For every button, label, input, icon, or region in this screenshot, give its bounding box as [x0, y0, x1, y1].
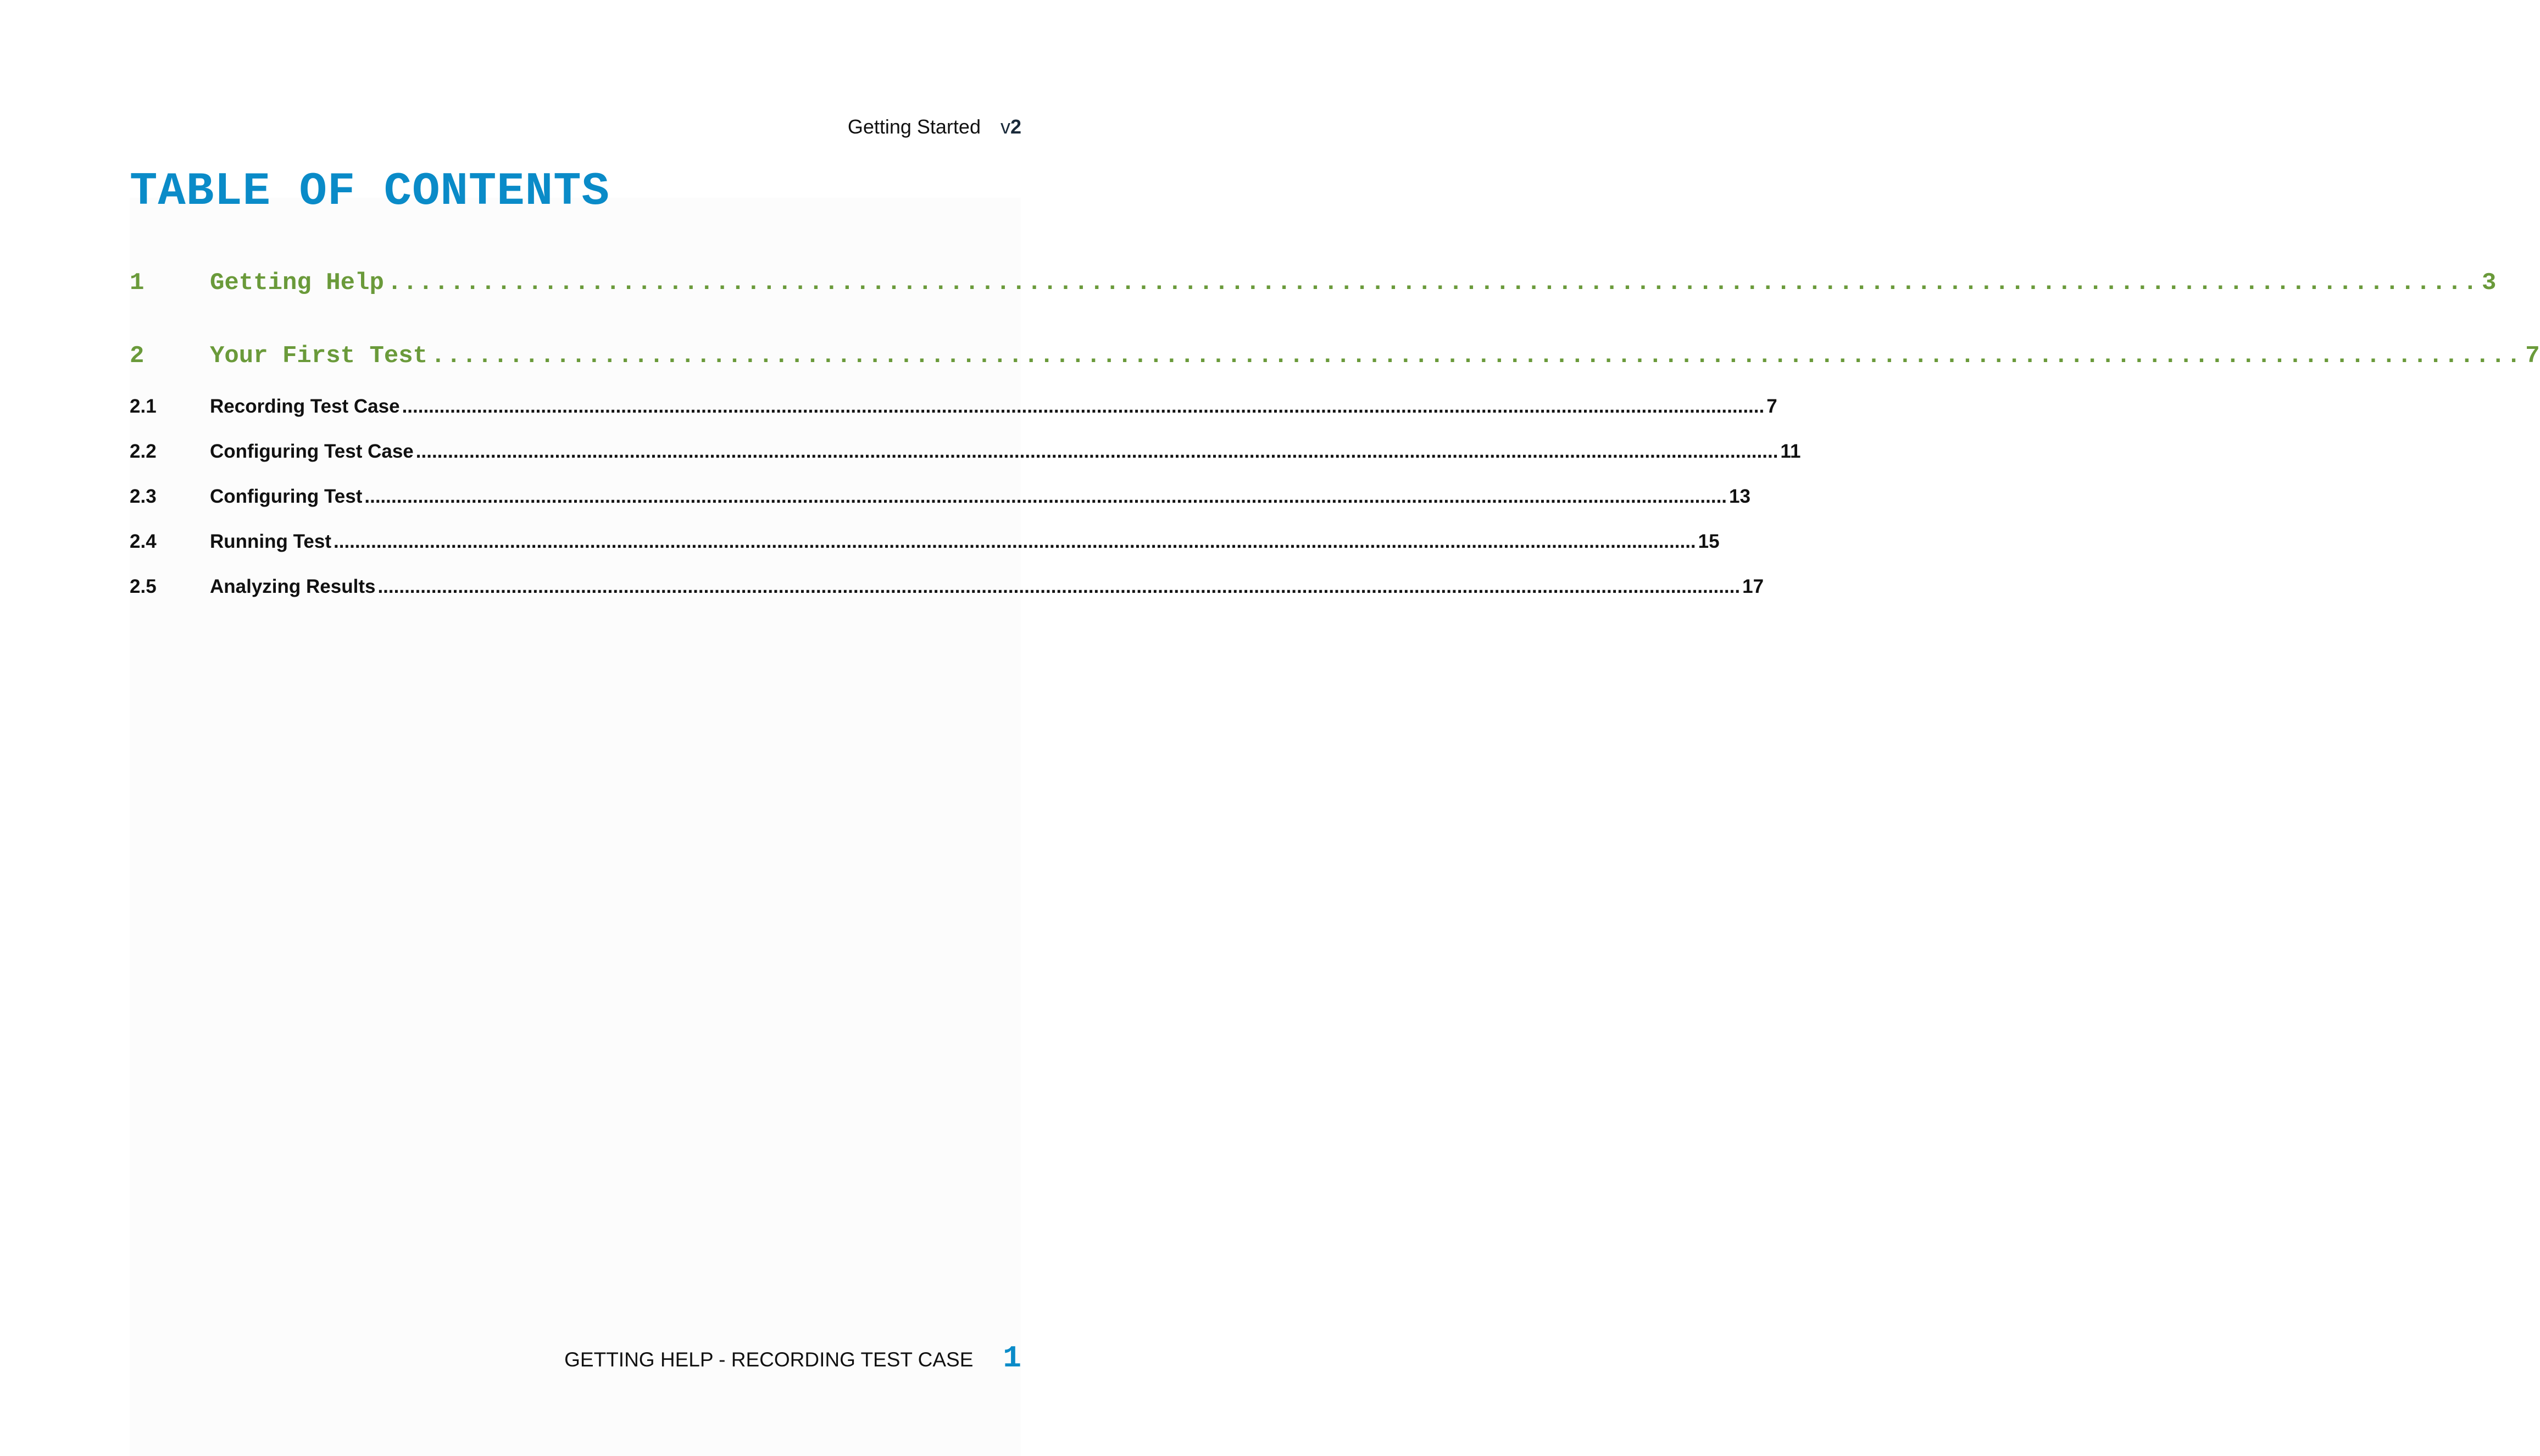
toc-entry-number: 2.3 [130, 486, 157, 507]
toc-entry-running-test[interactable] [130, 531, 1720, 558]
toc-entry-recording-test-case[interactable] [130, 396, 1777, 423]
toc-entry-number: 2.4 [130, 531, 157, 552]
page-footer [564, 1341, 1021, 1376]
page-number: 1 [1003, 1341, 1021, 1376]
version-label [1001, 115, 1021, 138]
toc-entry-label: Getting Help [210, 269, 384, 297]
toc-entry-label: Configuring Test [210, 486, 363, 507]
toc-entry-configuring-test[interactable] [130, 486, 1750, 513]
toc-entry-your-first-test[interactable] [130, 342, 2540, 375]
toc-entry-page: 17 [1742, 576, 1764, 597]
dot-leader: ...................................................................................................................................... [387, 269, 2479, 297]
running-title: GETTING HELP - RECORDING TEST CASE [564, 1348, 974, 1371]
toc-entry-number: 2 [130, 342, 144, 370]
dot-leader: ...................................................................................................................................... [431, 342, 2522, 370]
dot-leader: ............................................................................................................................................................................................................................................................... [402, 396, 1765, 417]
toc-entry-page: 15 [1698, 531, 1720, 552]
version-number: 2 [1010, 115, 1021, 138]
toc-entry-number: 2.1 [130, 396, 157, 417]
dot-leader: ............................................................................................................................................................................................................................................................... [415, 441, 1778, 462]
toc-entry-page: 3 [2482, 269, 2497, 297]
toc-entry-label: Configuring Test Case [210, 441, 414, 462]
document-title: Getting Started [847, 115, 981, 138]
toc-entry-analyzing-results[interactable] [130, 576, 1764, 603]
toc-entry-label: Analyzing Results [210, 576, 376, 597]
toc-entry-label: Recording Test Case [210, 396, 400, 417]
toc-entry-configuring-test-case[interactable] [130, 441, 1801, 468]
dot-leader: ............................................................................................................................................................................................................................................................... [334, 531, 1696, 552]
version-prefix: v [1000, 115, 1010, 138]
toc-entry-label: Your First Test [210, 342, 428, 370]
page-background [130, 198, 1021, 1456]
toc-entry-page: 11 [1780, 441, 1801, 462]
dot-leader: ............................................................................................................................................................................................................................................................... [364, 486, 1727, 507]
toc-entry-page: 7 [2525, 342, 2540, 370]
toc-entry-page: 7 [1766, 396, 1777, 417]
toc-entry-label: Running Test [210, 531, 331, 552]
toc-entry-number: 2.5 [130, 576, 157, 597]
dot-leader: ............................................................................................................................................................................................................................................................... [377, 576, 1741, 597]
toc-entry-number: 2.2 [130, 441, 157, 462]
toc-entry-page: 13 [1729, 486, 1750, 507]
toc-entry-number: 1 [130, 269, 144, 297]
toc-heading: TABLE OF CONTENTS [130, 166, 610, 218]
page-header [848, 113, 1021, 141]
toc-entry-getting-help[interactable] [130, 269, 2497, 302]
